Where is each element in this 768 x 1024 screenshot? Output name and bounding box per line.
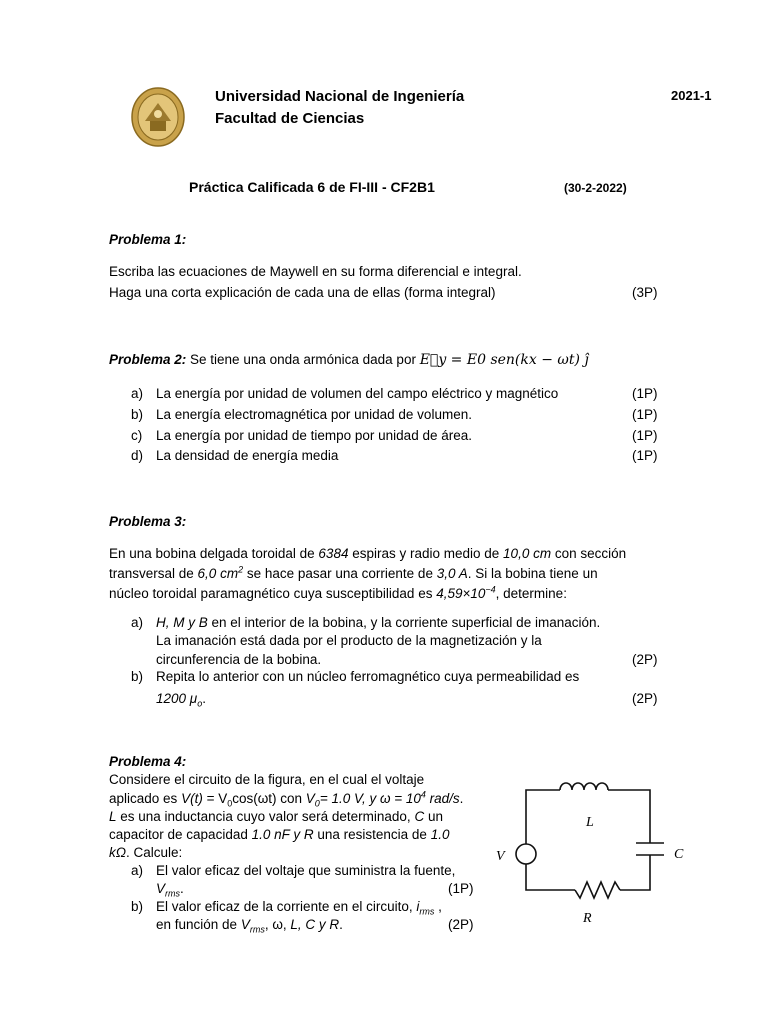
problem-3-item-a-line: La imanación está dada por el producto de la magnetización y la <box>156 633 542 648</box>
problem-4-item-a: El valor eficaz del voltaje que suministra la fuente, <box>156 863 456 878</box>
item-letter: b) <box>131 899 144 914</box>
current-value: 3,0 A <box>436 566 468 581</box>
problem-1-line: Escriba las ecuaciones de Maywell en su forma diferencial e integral. <box>109 264 522 279</box>
problem-2-statement <box>109 349 589 371</box>
problem-3-line: transversal de 6,0 $cm^2$ se hace pasar una corriente de 3,0 A. Si la bobina tiene un <box>109 564 598 581</box>
problem-2-item: La energía electromagnética por unidad de volumen. <box>156 407 472 422</box>
item-letter: a) <box>131 615 144 630</box>
item-letter: b) <box>131 669 144 684</box>
problem-1-heading: Problema 1: <box>109 232 187 247</box>
radius-value: 10,0 cm <box>503 546 552 561</box>
problem-2-item: La energía por unidad de tiempo por unidad de área. <box>156 428 472 443</box>
exam-date: (30-2-2022) <box>564 181 627 195</box>
problem-3-line: núcleo toroidal paramagnético cuya susceptibilidad es $4,59\times 10^{-4}$, determine: <box>109 584 567 601</box>
area-value: 6,0 cm <box>197 566 239 581</box>
source-label: V <box>496 849 505 864</box>
item-letter: d) <box>131 448 144 463</box>
susceptibility-value: 4,59×10 <box>436 586 486 601</box>
item-letter: a) <box>131 386 144 401</box>
problem-4-line: kΩ. Calcule: <box>109 845 183 860</box>
item-letter: b) <box>131 407 144 422</box>
problem-4-line: capacitor de capacidad 1.0 nF y R una resistencia de 1.0 <box>109 827 450 842</box>
inductor-label: L <box>586 815 594 830</box>
problem-3-heading: Problema 3: <box>109 514 187 529</box>
item-letter: c) <box>131 428 143 443</box>
rlc-circuit-diagram <box>488 778 688 928</box>
problem-1-points: (3P) <box>632 285 658 300</box>
faculty-name: Facultad de Ciencias <box>215 110 365 127</box>
item-points: (1P) <box>448 881 474 896</box>
problem-4-heading: Problema 4: <box>109 754 187 769</box>
vrms-label: $V_{rms}$. <box>156 881 184 899</box>
university-seal <box>131 87 185 147</box>
wave-formula: E⃗y = E0 sen(kx − ωt) ĵ <box>419 352 589 368</box>
turns-value: 6384 <box>318 546 349 561</box>
exam-title: Práctica Calificada 6 de FI-III - CF2B1 <box>189 179 435 195</box>
problem-1-line: Haga una corta explicación de cada una de ellas (forma integral) <box>109 285 496 300</box>
item-points: (1P) <box>632 386 658 401</box>
problem-4-item-b: El valor eficaz de la corriente en el circuito, $i_{rms}$ , <box>156 899 442 917</box>
item-points: (1P) <box>632 407 658 422</box>
problem-4-line: aplicado es $V(t) = V_0\cos(\omega t)$ con $V_0= 1.0$ V, y $\omega = 10^4$ rad/s. <box>109 789 464 809</box>
problem-4-line: Considere el circuito de la figura, en el cual el voltaje <box>109 772 425 787</box>
item-points: (2P) <box>448 917 474 932</box>
problem-3-item-b: Repita lo anterior con un núcleo ferromagnético cuya permeabilidad es <box>156 669 580 684</box>
item-points: (1P) <box>632 448 658 463</box>
permeability-value: 1200 $\mu_o$. <box>156 691 206 709</box>
university-name: Universidad Nacional de Ingeniería <box>215 88 465 105</box>
problem-4-item-b-line: en función de $V_{rms}$, ω, L, C y R. <box>156 917 343 935</box>
semester: 2021-1 <box>671 88 712 103</box>
problem-3-line: En una bobina delgada toroidal de 6384 espiras y radio medio de 10,0 cm con sección <box>109 546 627 561</box>
item-letter: a) <box>131 863 144 878</box>
problem-2-item: La densidad de energía media <box>156 448 339 463</box>
problem-2-intro: Se tiene una onda armónica dada por <box>186 352 420 367</box>
item-points: (2P) <box>632 652 658 667</box>
item-points: (2P) <box>632 691 658 706</box>
problem-3-item-a-line: circunferencia de la bobina. <box>156 652 322 667</box>
problem-2-item: La energía por unidad de volumen del campo eléctrico y magnético <box>156 386 559 401</box>
capacitor-label: C <box>674 847 684 862</box>
problem-2-heading: Problema 2: <box>109 352 187 367</box>
problem-4-line: L es una inductancia cuyo valor será determinado, C un <box>109 809 443 824</box>
problem-3-item-a: H, M y B en el interior de la bobina, y la corriente superficial de imanación. <box>156 615 601 630</box>
resistor-label: R <box>583 911 592 926</box>
item-points: (1P) <box>632 428 658 443</box>
